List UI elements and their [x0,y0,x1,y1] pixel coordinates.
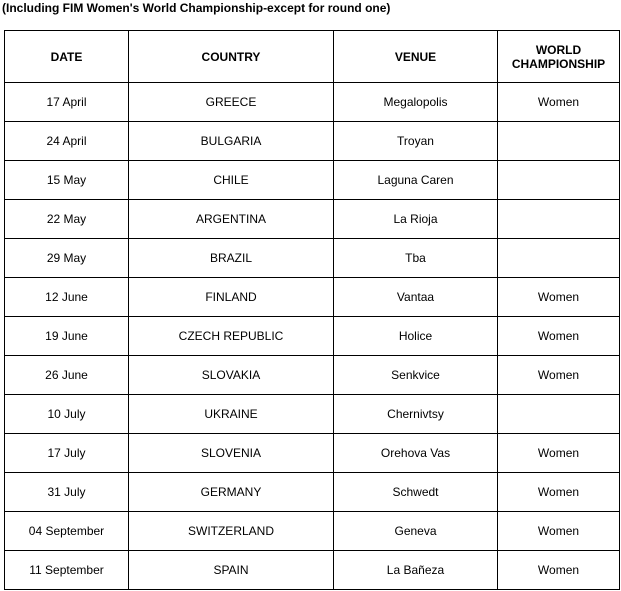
venue-cell: Schwedt [334,473,498,512]
column-header-world-championship [498,31,620,83]
date-cell: 15 May [5,161,129,200]
table-row [5,122,620,161]
country-cell: ARGENTINA [129,200,334,239]
country-cell: CHILE [129,161,334,200]
date-cell: 19 June [5,317,129,356]
country-cell: GERMANY [129,473,334,512]
country-cell: GREECE [129,83,334,122]
venue-cell: Chernivtsy [334,395,498,434]
table-row [5,239,620,278]
column-header-date: DATE [5,31,129,83]
country-cell: CZECH REPUBLIC [129,317,334,356]
column-header-wc-line2: CHAMPIONSHIP [511,56,606,71]
date-cell: 31 July [5,473,129,512]
country-cell: BULGARIA [129,122,334,161]
date-cell: 26 June [5,356,129,395]
venue-cell: Vantaa [334,278,498,317]
table-row [5,200,620,239]
date-cell: 12 June [5,278,129,317]
table-row [5,551,620,590]
table-row [5,356,620,395]
world-championship-cell: Women [498,551,620,590]
country-cell: SWITZERLAND [129,512,334,551]
world-championship-cell: Women [498,356,620,395]
column-header-venue: VENUE [334,31,498,83]
country-cell: BRAZIL [129,239,334,278]
country-cell: SLOVENIA [129,434,334,473]
schedule-table [4,30,620,590]
country-cell: SPAIN [129,551,334,590]
date-cell: 10 July [5,395,129,434]
country-cell: FINLAND [129,278,334,317]
venue-cell: Troyan [334,122,498,161]
world-championship-cell [498,122,620,161]
venue-cell: Geneva [334,512,498,551]
world-championship-cell: Women [498,278,620,317]
country-cell: UKRAINE [129,395,334,434]
table-row [5,473,620,512]
venue-cell: Orehova Vas [334,434,498,473]
header-row [5,31,620,83]
venue-cell: Megalopolis [334,83,498,122]
world-championship-cell: Women [498,83,620,122]
table-row [5,512,620,551]
column-header-country: COUNTRY [129,31,334,83]
country-cell: SLOVAKIA [129,356,334,395]
world-championship-cell: Women [498,473,620,512]
date-cell: 29 May [5,239,129,278]
date-cell: 04 September [5,512,129,551]
table-row [5,434,620,473]
date-cell: 24 April [5,122,129,161]
page-heading: (Including FIM Women's World Championship-except for round one) [2,1,391,15]
table-row [5,395,620,434]
venue-cell: Tba [334,239,498,278]
column-header-wc-line1: WORLD [535,42,582,57]
date-cell: 22 May [5,200,129,239]
venue-cell: La Bañeza [334,551,498,590]
venue-cell: Senkvice [334,356,498,395]
world-championship-cell [498,200,620,239]
date-cell: 11 September [5,551,129,590]
date-cell: 17 July [5,434,129,473]
schedule-body [5,83,620,590]
world-championship-cell [498,161,620,200]
table-row [5,161,620,200]
world-championship-cell [498,395,620,434]
table-row [5,317,620,356]
world-championship-cell: Women [498,434,620,473]
venue-cell: La Rioja [334,200,498,239]
table-row [5,83,620,122]
world-championship-cell: Women [498,317,620,356]
venue-cell: Holice [334,317,498,356]
date-cell: 17 April [5,83,129,122]
world-championship-cell: Women [498,512,620,551]
world-championship-cell [498,239,620,278]
table-row [5,278,620,317]
venue-cell: Laguna Caren [334,161,498,200]
